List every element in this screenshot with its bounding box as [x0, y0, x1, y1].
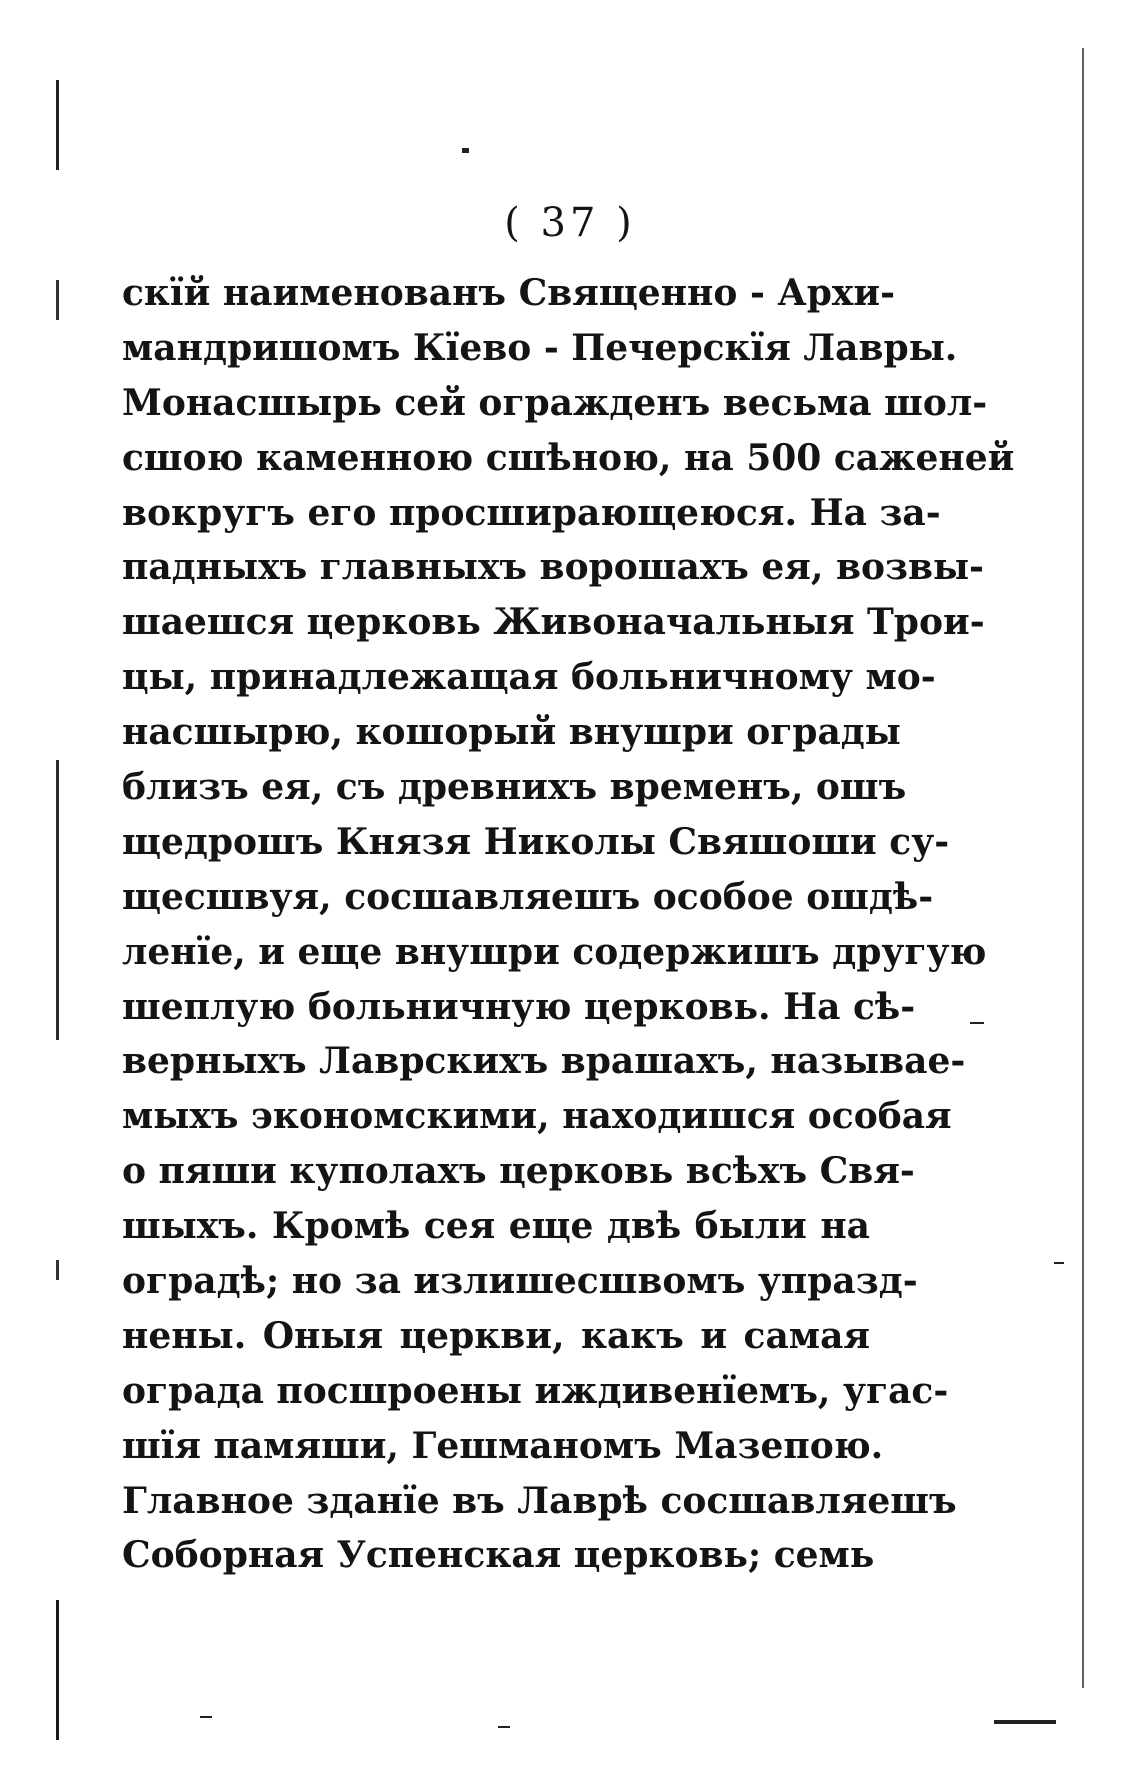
text-line: Соборная Успенская церковь; семь [122, 1534, 875, 1577]
text-line: мандришомъ Кїево - Печерскїя Лавры. [122, 326, 958, 369]
text-line: падныхъ главныхъ ворошахъ ея, возвы- [122, 546, 984, 589]
scan-left-edge [56, 80, 59, 1740]
scan-speck [970, 1022, 984, 1024]
text-line: шїя памяши, Гешманомъ Мазепою. [122, 1424, 884, 1467]
scan-speck [994, 1720, 1056, 1724]
text-line: о пяши куполахъ церковь всѣхъ Свя- [122, 1150, 915, 1193]
text-line: шаешся церковь Живоначальныя Трои- [122, 601, 985, 644]
text-line: щедрошъ Князя Николы Свяшоши су- [122, 820, 950, 863]
text-line: шыхъ. Кромѣ сея еще двѣ были на [122, 1205, 870, 1248]
text-line: скїй наименованъ Священно - Архи- [122, 272, 896, 314]
scan-speck [462, 148, 469, 153]
text-line: сшою каменною сшѣною, на 500 саженей [122, 436, 1015, 479]
text-line: верныхъ Лаврскихъ врашахъ, называе- [122, 1040, 966, 1083]
text-line: ленїе, и еще внушри содержишъ другую [122, 930, 987, 973]
scan-right-edge [1082, 48, 1084, 1688]
text-line: Монасшырь сей огражденъ весьма шол- [122, 381, 988, 424]
page-number: ( 37 ) [504, 200, 636, 246]
text-line: насшырю, кошорый внушри ограды [122, 711, 901, 754]
text-line: нены. Оныя церкви, какъ и самая [122, 1314, 870, 1357]
body-text [122, 266, 1015, 1583]
text-line: близъ ея, съ древнихъ временъ, ошъ [122, 766, 907, 809]
scan-speck [200, 1716, 212, 1718]
text-line: оградѣ; но за излишесшвомъ упразд- [122, 1260, 918, 1303]
scan-speck [498, 1726, 510, 1728]
text-line: Главное зданїе въ Лаврѣ сосшавляешъ [122, 1479, 957, 1522]
text-line: шеплую больничную церковь. На сѣ- [122, 985, 916, 1028]
scan-speck [1054, 1262, 1064, 1264]
text-line: ограда посшроены иждивенїемъ, угас- [122, 1369, 949, 1412]
text-line: щесшвуя, сосшавляешъ особое ошдѣ- [122, 875, 934, 918]
text-line: мыхъ экономскими, находишся особая [122, 1095, 952, 1138]
text-line: цы, принадлежащая больничному мо- [122, 656, 936, 699]
text-line: вокругъ его просширающеюся. На за- [122, 491, 941, 534]
